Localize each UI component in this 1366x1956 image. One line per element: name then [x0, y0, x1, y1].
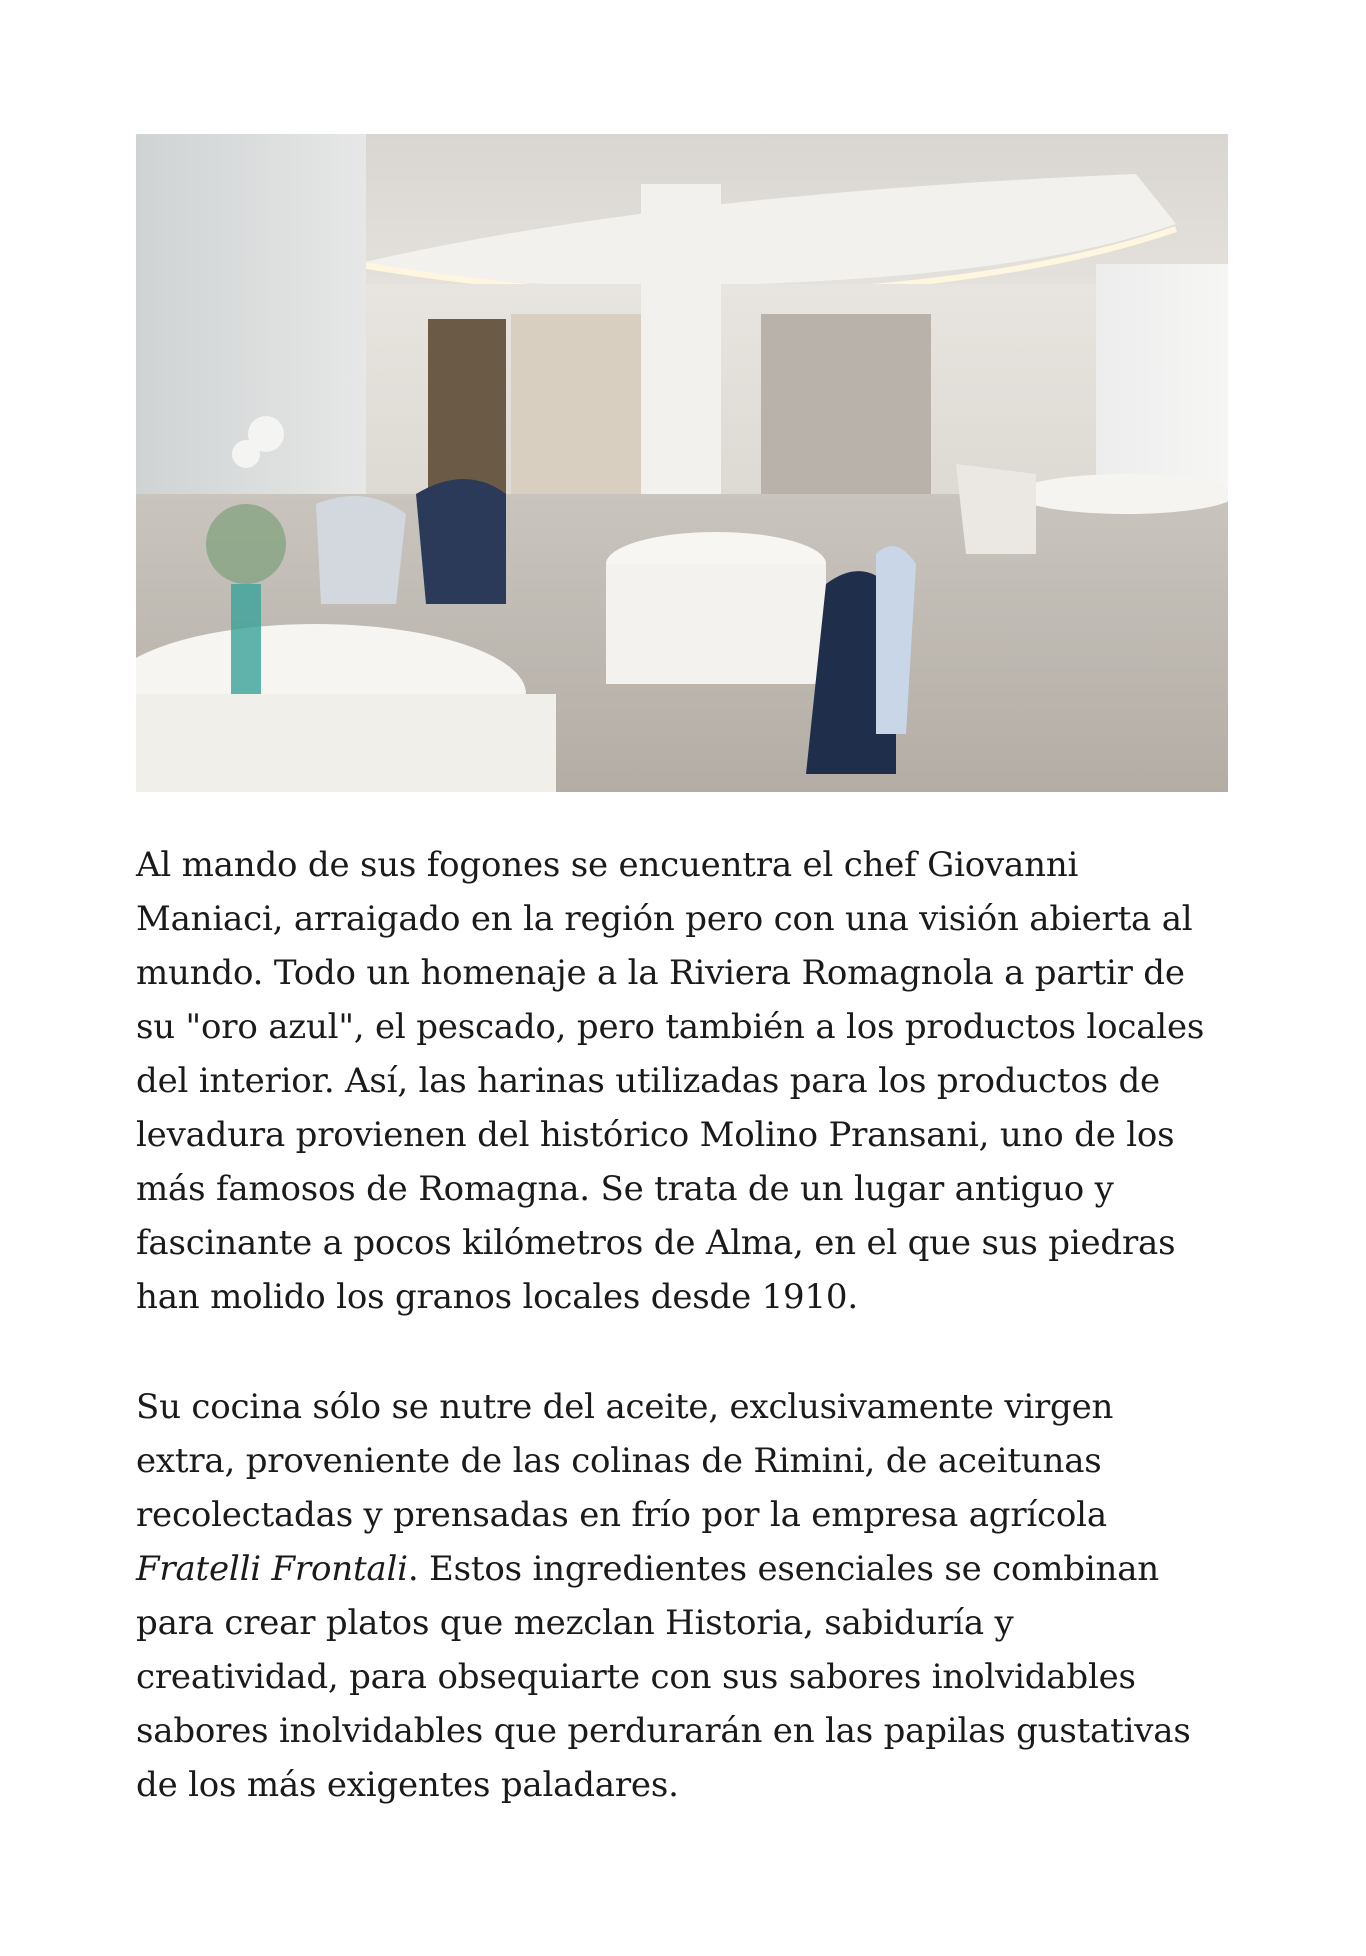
text-line: de los más exigentes paladares. — [136, 1765, 679, 1805]
restaurant-photo — [136, 134, 1228, 792]
restaurant-interior-image — [136, 134, 1228, 792]
text-line: sabores inolvidables que perdurarán en las papilas gustativas — [136, 1711, 1191, 1751]
company-name: Fratelli Frontali — [136, 1549, 408, 1589]
text-line: creatividad, para obsequiarte con sus sabores inolvidables — [136, 1657, 1136, 1697]
text-line: han molido los granos locales desde 1910. — [136, 1277, 858, 1317]
paragraph-chef — [136, 838, 1236, 1324]
text-line: levadura provienen del histórico Molino Pransani, uno de los — [136, 1115, 1175, 1155]
text-line: del interior. Así, las harinas utilizadas para los productos de — [136, 1061, 1160, 1101]
text-line: para crear platos que mezclan Historia, sabiduría y — [136, 1603, 1014, 1643]
text-line: extra, proveniente de las colinas de Rimini, de aceitunas — [136, 1441, 1102, 1481]
text-line: Maniaci, arraigado en la región pero con una visión abierta al — [136, 899, 1193, 939]
text-line: Su cocina sólo se nutre del aceite, exclusivamente virgen — [136, 1387, 1114, 1427]
text-fragment: . Estos ingredientes esenciales se combinan — [407, 1549, 1159, 1589]
text-line: Al mando de sus fogones se encuentra el chef Giovanni — [136, 845, 1079, 885]
text-line: más famosos de Romagna. Se trata de un lugar antiguo y — [136, 1169, 1114, 1209]
paragraph-kitchen — [136, 1380, 1236, 1812]
text-line: recolectadas y prensadas en frío por la empresa agrícola — [136, 1495, 1107, 1535]
text-line: fascinante a pocos kilómetros de Alma, en el que sus piedras — [136, 1223, 1176, 1263]
text-line: mundo. Todo un homenaje a la Riviera Romagnola a partir de — [136, 953, 1185, 993]
text-line — [136, 1542, 1236, 1596]
text-line: su "oro azul", el pescado, pero también a los productos locales — [136, 1007, 1205, 1047]
